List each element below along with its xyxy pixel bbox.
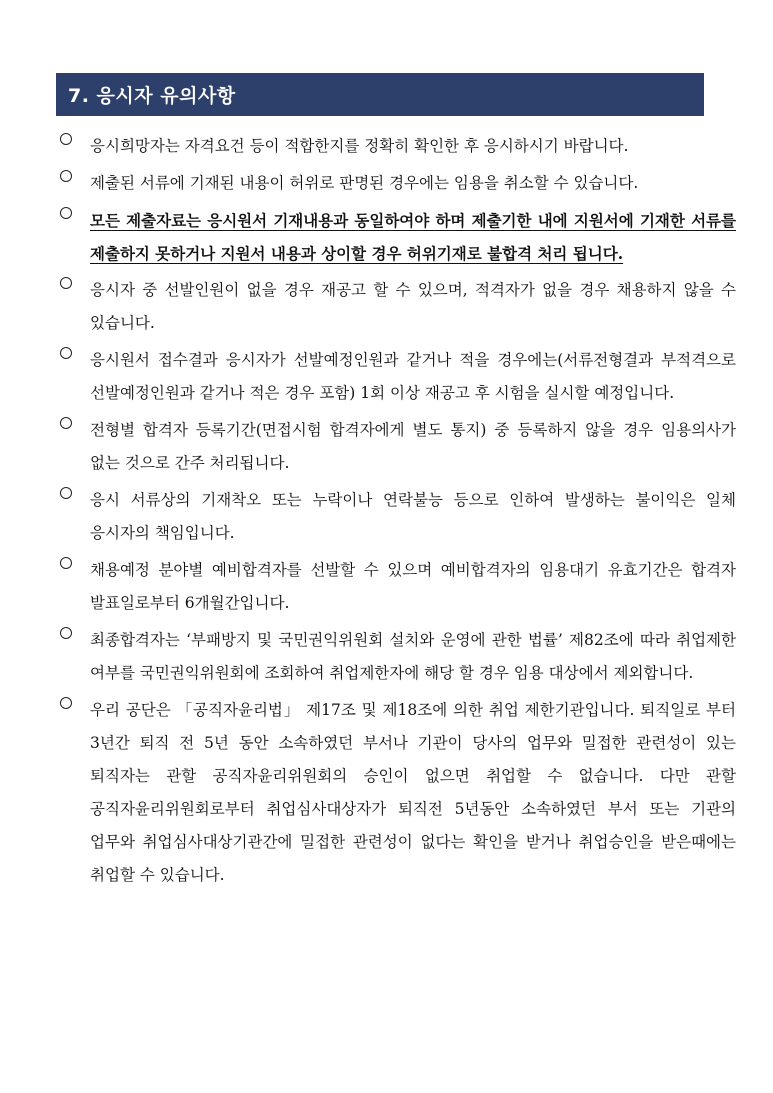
list-item-text: 채용예정 분야별 예비합격자를 선발할 수 있으며 예비합격자의 임용대기 유효기간은 합격자 발표일로부터 6개월간입니다. (90, 561, 736, 612)
list-item-text: 응시 서류상의 기재착오 또는 누락이나 연락불능 등으로 인하여 발생하는 불이익은 일체 응시자의 책임입니다. (90, 491, 736, 542)
list-item (60, 694, 736, 892)
list-item-emphasized (60, 204, 736, 270)
circle-bullet-icon (60, 557, 72, 569)
section-header (56, 73, 704, 116)
circle-bullet-icon (60, 627, 72, 639)
section-title: 7. 응시자 유의사항 (68, 85, 236, 107)
circle-bullet-icon (60, 347, 72, 359)
list-item (60, 484, 736, 550)
list-item-text: 응시원서 접수결과 응시자가 선발예정인원과 같거나 적을 경우에는(서류전형결과 부적격으로 선발예정인원과 같거나 적은 경우 포함) 1회 이상 재공고 후 시험을 실시할 예정입니다. (90, 351, 736, 402)
list-item-text: 응시자 중 선발인원이 없을 경우 재공고 할 수 있으며, 적격자가 없을 경우 채용하지 않을 수 있습니다. (90, 281, 736, 332)
list-item-text: 응시희망자는 자격요건 등이 적합한지를 정확히 확인한 후 응시하시기 바랍니다. (90, 137, 629, 155)
circle-bullet-icon (60, 207, 72, 219)
list-item-text: 제출된 서류에 기재된 내용이 허위로 판명된 경우에는 임용을 취소할 수 있습니다. (90, 174, 639, 192)
list-item-text: 전형별 합격자 등록기간(면접시험 합격자에게 별도 통지) 중 등록하지 않을 경우 임용의사가 없는 것으로 간주 처리됩니다. (90, 421, 736, 472)
list-item (60, 167, 736, 200)
list-item-text: 최종합격자는 ‘부패방지 및 국민권익위원회 설치와 운영에 관한 법률’ 제82조에 따라 취업제한 여부를 국민권익위원회에 조회하여 취업제한자에 해당 할 경우 임용 대상에서 제외합니다. (90, 631, 736, 682)
circle-bullet-icon (60, 170, 72, 182)
notice-list (60, 139, 736, 905)
list-item-text: 우리 공단은 「공직자윤리법」 제17조 및 제18조에 의한 취업 제한기관입니다. 퇴직일로 부터 3년간 퇴직 전 5년 동안 소속하였던 부서나 기관이 당사의 업무와 밀접한 관련성이 있는 퇴직자는 관할 공직자윤리위원회의 승인이 없으면 취업할 수 없습니다. 다만 관할 공직자윤리위원회로부터 취업심사대상자가 퇴직전 5년동안 소속하였던 부서 또는 기관의 업무와 취업심사대상기관간에 밀접한 관련성이 없다는 확인을 받거나 취업승인을 받은때에는 취업할 수 있습니다. (90, 701, 736, 884)
list-item (60, 274, 736, 340)
list-item (60, 344, 736, 410)
list-item-text: 모든 제출자료는 응시원서 기재내용과 동일하여야 하며 제출기한 내에 지원서에 기재한 서류를 제출하지 못하거나 지원서 내용과 상이할 경우 허위기재로 불합격 처리 됩니다. (90, 211, 736, 263)
list-item (60, 414, 736, 480)
list-item (60, 130, 736, 163)
circle-bullet-icon (60, 277, 72, 289)
circle-bullet-icon (60, 697, 72, 709)
circle-bullet-icon (60, 417, 72, 429)
circle-bullet-icon (60, 133, 72, 145)
list-item (60, 624, 736, 690)
circle-bullet-icon (60, 487, 72, 499)
list-item (60, 554, 736, 620)
